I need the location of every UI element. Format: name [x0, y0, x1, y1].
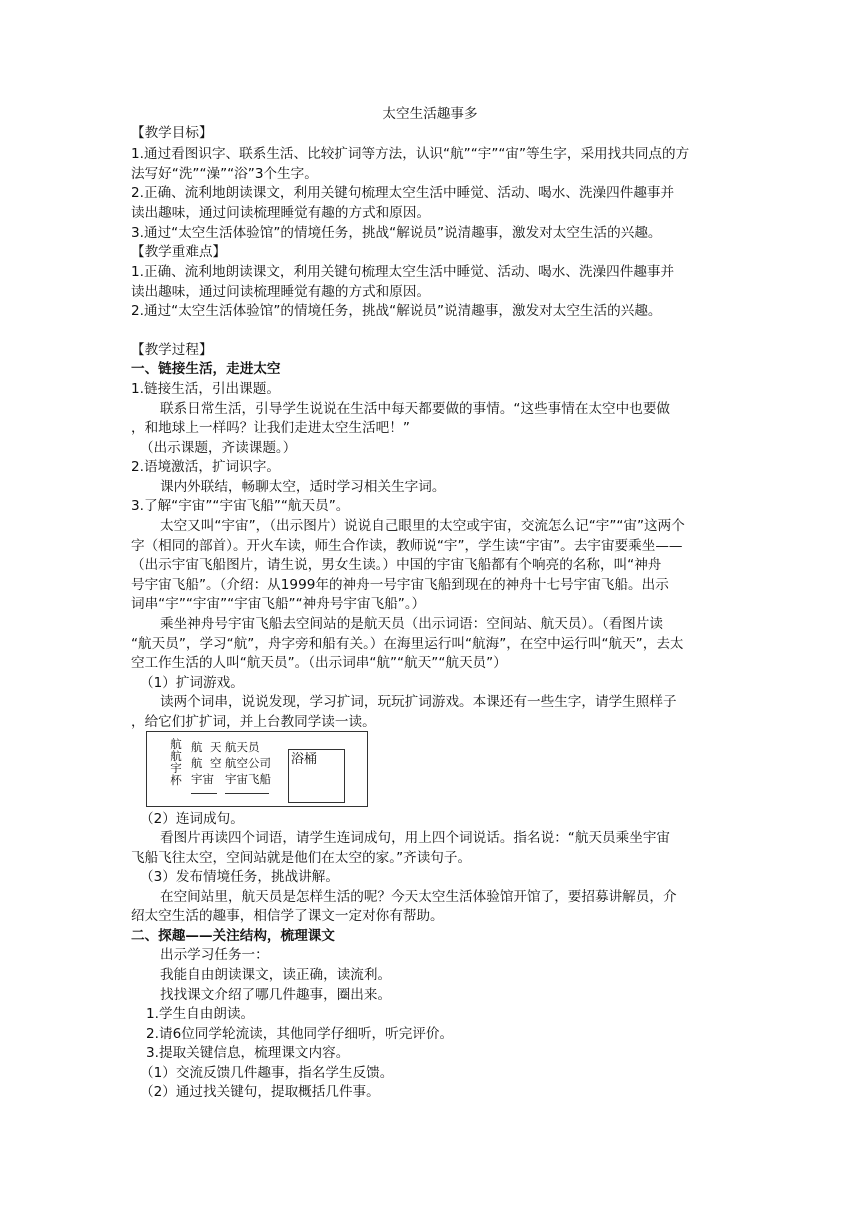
figure-word: 航空公司 — [225, 756, 271, 770]
step-heading: 2.请6位同学轮流读，其他同学仔细听，听完评价。 — [146, 1026, 454, 1042]
figure-char: 宇 — [170, 761, 182, 775]
key-points-heading: 【教学重难点】 — [131, 244, 227, 260]
sub-step-heading: （2）连词成句。 — [140, 811, 244, 827]
paragraph-line: 词串“宇”“宇宙”“宇宙飞船”“神舟号宇宙飞船”。） — [131, 596, 426, 612]
paragraph-line: “航天员”，学习“航”，舟字旁和船有关。）在海里运行叫“航海”，在空中运行叫“航天”，去太 — [131, 636, 684, 652]
step-heading: 3.提取关键信息，梳理课文内容。 — [146, 1045, 350, 1061]
document-title: 太空生活趣事多 — [382, 106, 478, 122]
vertical-characters — [169, 738, 183, 786]
goal-line: 1.通过看图识字、联系生活、比较扩词等方法，认识“航”“宇”“宙”等生字，采用找共同点的方 — [131, 146, 690, 162]
blank-line — [225, 793, 269, 794]
section-heading: 一、链接生活，走进太空 — [131, 361, 281, 377]
paragraph-line: ，给它们扩扩词，并上台教同学读一读。 — [131, 714, 376, 730]
sub-step-heading: （1）交流反馈几件趣事，指名学生反馈。 — [140, 1065, 394, 1081]
paragraph-line: 乘坐神舟号宇宙飞船去空间站的是航天员（出示词语：空间站、航天员）。（看图片读 — [160, 616, 663, 632]
figure-word: 航天员 — [225, 740, 260, 754]
paragraph-line: （出示课题，齐读课题。） — [140, 440, 297, 456]
figure-word: 宇宙飞船 — [225, 772, 271, 786]
paragraph-line: 号宇宙飞船”。（介绍：从1999年的神舟一号宇宙飞船到现在的神舟十七号宇宙飞船。出示 — [131, 577, 669, 593]
goals-heading: 【教学目标】 — [131, 125, 213, 141]
paragraph-line: 联系日常生活，引导学生说说在生活中每天都要做的事情。“这些事情在太空中也要做 — [160, 401, 671, 417]
paragraph-line: 空工作生活的人叫“航天员”。（出示词串“航”“航天”“航天员”） — [131, 655, 507, 671]
paragraph-line: 读两个词串，说说发现，学习扩词，玩玩扩词游戏。本课还有一些生字，请学生照样子 — [160, 694, 677, 710]
figure-char: 航 — [170, 737, 182, 751]
figure-word: 宇宙 — [191, 772, 214, 786]
paragraph-line: 太空又叫“宇宙”，（出示图片）说说自己眼里的太空或宇宙，交流怎么记“宇”“宙”这两个 — [160, 518, 685, 534]
word-expansion-figure — [146, 731, 368, 807]
paragraph-line: 看图片再读四个词语，请学生连词成句，用上四个词说话。指名说：“航天员乘坐宇宙 — [160, 830, 671, 846]
key-point-line: 1.正确、流利地朗读课文，利用关键句梳理太空生活中睡觉、活动、喝水、洗澡四件趣事并 — [131, 264, 675, 280]
sub-step-heading: （1）扩词游戏。 — [140, 675, 244, 691]
paragraph-line: 找找课文介绍了哪几件趣事，圈出来。 — [160, 987, 392, 1003]
step-heading: 3.了解“宇宙”“宇宙飞船”“航天员”。 — [131, 498, 350, 514]
figure-char: 杯 — [170, 773, 182, 787]
sub-step-heading: （3）发布情境任务，挑战讲解。 — [140, 869, 339, 885]
figure-word: 空 — [210, 756, 222, 770]
paragraph-line: 课内外联结，畅聊太空，适时学习相关生字词。 — [160, 479, 446, 495]
blank-line — [191, 793, 217, 794]
section-heading: 二、探趣——关注结构，梳理课文 — [131, 928, 335, 944]
sub-step-heading: （2）通过找关键句，提取概括几件事。 — [140, 1084, 380, 1100]
key-point-line: 2.通过“太空生活体验馆”的情境任务，挑战“解说员”说清趣事，激发对太空生活的兴趣。 — [131, 303, 662, 319]
paragraph-line: 我能自由朗读课文，读正确，读流利。 — [160, 967, 392, 983]
paragraph-line: 绍太空生活的趣事，相信学了课文一定对你有帮助。 — [131, 908, 444, 924]
inner-word-box: 浴桶 — [288, 749, 345, 803]
paragraph-line: 飞船飞往太空，空间站就是他们在太空的家。”齐读句子。 — [131, 850, 472, 866]
step-heading: 1.链接生活，引出课题。 — [131, 381, 280, 397]
goal-line: 读出趣味，通过问读梳理睡觉有趣的方式和原因。 — [131, 205, 431, 221]
paragraph-line: （出示宇宙飞船图片，请生说，男女生读。）中国的宇宙飞船都有个响亮的名称，叫“神舟 — [131, 557, 662, 573]
paragraph-line: 出示学习任务一： — [160, 947, 269, 963]
goal-line: 法写好“洗”“澡”“浴”3个生字。 — [131, 166, 318, 182]
paragraph-line: ，和地球上一样吗？让我们走进太空生活吧！” — [131, 420, 410, 436]
key-point-line: 读出趣味，通过问读梳理睡觉有趣的方式和原因。 — [131, 284, 431, 300]
step-heading: 1.学生自由朗读。 — [146, 1006, 255, 1022]
figure-word: 航 — [191, 756, 203, 770]
goal-line: 2.正确、流利地朗读课文，利用关键句梳理太空生活中睡觉、活动、喝水、洗澡四件趣事并 — [131, 185, 675, 201]
paragraph-line: 在空间站里，航天员是怎样生活的呢？今天太空生活体验馆开馆了，要招募讲解员，介 — [160, 889, 677, 905]
process-heading: 【教学过程】 — [131, 342, 213, 358]
step-heading: 2.语境激活，扩词识字。 — [131, 459, 280, 475]
figure-word: 航 — [191, 740, 203, 754]
goal-line: 3.通过“太空生活体验馆”的情境任务，挑战“解说员”说清趣事，激发对太空生活的兴趣。 — [131, 225, 662, 241]
paragraph-line: 字（相同的部首）。开火车读，师生合作读，教师说“宇”，学生读“宇宙”。去宇宙要乘坐—— — [131, 538, 683, 554]
figure-char: 航 — [170, 749, 182, 763]
figure-word: 天 — [210, 740, 222, 754]
